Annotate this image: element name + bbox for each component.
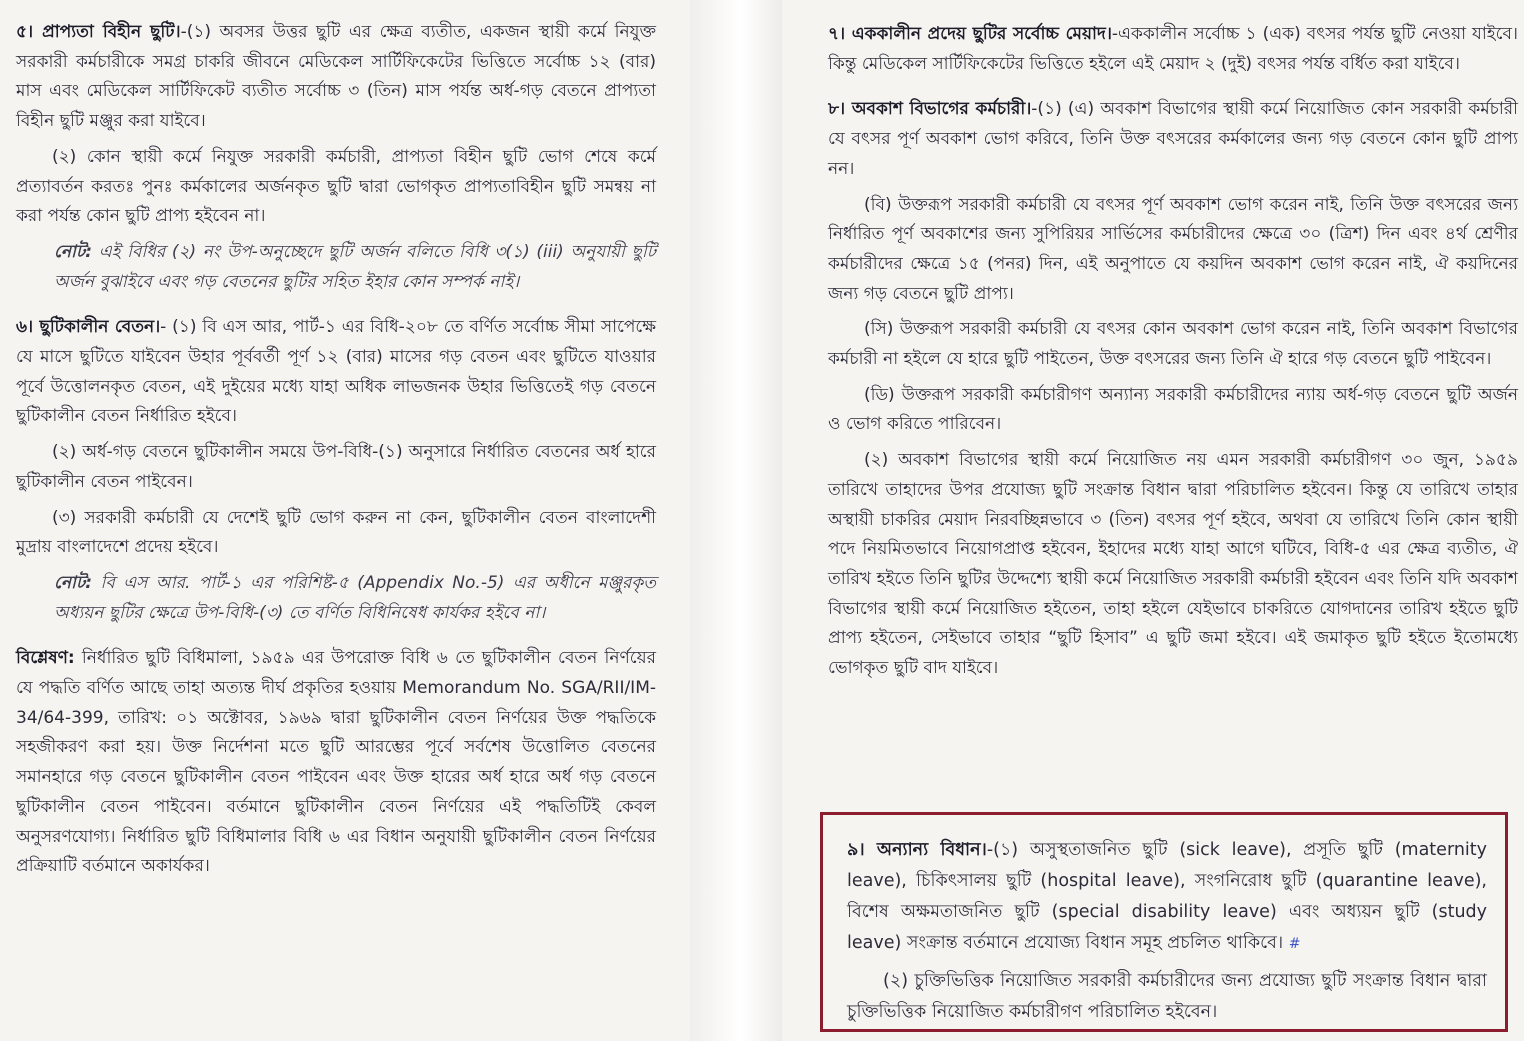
rule-5-paragraph-1 xyxy=(16,18,656,137)
rule-6-note-label: নোট: xyxy=(54,572,93,593)
rule-9-title: ৯। অন্যান্য বিধান। xyxy=(847,840,987,860)
rule-5-note xyxy=(54,238,656,297)
rule-7-title: ৭। এককালীন প্রদেয় ছুটির সর্বোচ্চ মেয়াদ। xyxy=(828,24,1112,44)
analysis-text: নির্ধারিত ছুটি বিধিমালা, ১৯৫৯ এর উপরোক্ত বিধি ৬ তে ছুটিকালীন বেতন নির্ণয়ের যে পদ্ধতি বর্ণিত আছে তাহা অত্যন্ত দীর্ঘ প্রকৃতির হওয়ায় Memorandum No. SGA/RII/IM-34/64-399, তারিখ: ০১ অক্টোবর, ১৯৬৯ দ্বারা ছুটিকালীন বেতন নির্ণয়ের উক্ত পদ্ধতিকে সহজীকরণ করা হয়। উক্ত নির্দেশনা মতে ছুটি আরম্ভের পূর্বে সর্বশেষ উত্তোলিত বেতনের সমানহারে গড় বেতনে ছুটিকালীন বেতন পাইবেন এবং উক্ত হারের অর্ধ হারে অর্ধ গড় বেতনে ছুটিকালীন বেতন পাইবেন। বর্তমানে ছুটিকালীন বেতন নির্ণয়ের এই পদ্ধতিটিই কেবল অনুসরণযোগ্য। নির্ধারিত ছুটি বিধিমালার বিধি ৬ এর বিধান অনুযায়ী ছুটিকালীন বেতন নির্ণয়ের প্রক্রিয়াটি বর্তমানে অকার্যকর। xyxy=(16,648,656,877)
rule-8-title: ৮। অবকাশ বিভাগের কর্মচারী। xyxy=(828,99,1032,120)
left-page-content xyxy=(16,18,656,888)
rule-9-content xyxy=(847,835,1487,1034)
rule-6-text-1: - (১) বি এস আর, পার্ট-১ এর বিধি-২০৮ তে বর্ণিত সর্বোচ্চ সীমা সাপেক্ষে যে মাসে ছুটিতে যাইবেন উহার পূর্ববর্তী পূর্ণ ১২ (বার) মাসের গড় বেতন এবং ছুটিতে যাওয়ার পূর্বে উত্তোলনকৃত বেতন, এই দুইয়ের মধ্যে যাহা অধিক লাভজনক উহার ভিত্তিতেই গড় বেতনে ছুটিকালীন বেতন নির্ধারিত হইবে। xyxy=(16,317,656,427)
rule-9-text-1: -(১) অসুস্থতাজনিত ছুটি (sick leave), প্রসূতি ছুটি (maternity leave), চিকিৎসালয় ছুটি (hospital leave), সংগনিরোধ ছুটি (quarantine leave), বিশেষ অক্ষমতাজনিত ছুটি (special disability leave) এবং অধ্যয়ন ছুটি (study leave) সংক্রান্ত বর্তমানে প্রযোজ্য বিধান সমূহ প্রচলিত থাকিবে। xyxy=(847,840,1487,953)
rule-6-note-text: বি এস আর. পার্ট-১ এর পরিশিষ্ট-৫ (Appendix No.-5) এর অধীনে মঞ্জুরকৃত অধ্যয়ন ছুটির ক্ষেত্রে উপ-বিধি-(৩) তে বর্ণিত বিধিনিষেধ কার্যকর হইবে না। xyxy=(54,572,656,623)
rule-5-title: ৫। প্রাপ্যতা বিহীন ছুটি। xyxy=(16,22,181,42)
left-page xyxy=(0,0,690,1041)
rule-6-paragraph-3: (৩) সরকারী কর্মচারী যে দেশেই ছুটি ভোগ করুন না কেন, ছুটিকালীন বেতন বাংলাদেশী মুদ্রায় বাংলাদেশে প্রদেয় হইবে। xyxy=(16,507,656,558)
rule-8-paragraph-1 xyxy=(828,95,1518,184)
rule-7-paragraph xyxy=(828,20,1518,79)
rule-5-text-1: -(১) অবসর উত্তর ছুটি এর ক্ষেত্র ব্যতীত, একজন স্থায়ী কর্মে নিযুক্ত সরকারী কর্মচারীকে সমগ্র চাকরি জীবনে মেডিকেল সার্টিফিকেটের ভিত্তিতে সর্বোচ্চ ১২ (বার) মাস এবং মেডিকেল সার্টিফিকেট ব্যতীত সর্বোচ্চ ৩ (তিন) মাস পর্যন্ত অর্ধ-গড় বেতনে প্রাপ্যতা বিহীন ছুটি মঞ্জুর করা যাইবে। xyxy=(16,22,656,132)
book-gutter xyxy=(690,0,782,1041)
analysis-label: বিশ্লেষণ: xyxy=(16,648,75,669)
rule-8-paragraph-d: (ডি) উক্তরূপ সরকারী কর্মচারীগণ অন্যান্য সরকারী কর্মচারীদের ন্যায় অর্ধ-গড় বেতনে ছুটি অর্জন ও ভোগ করিতে পারিবেন। xyxy=(828,384,1518,435)
highlight-frame-rule-9 xyxy=(820,812,1508,1032)
rule-5-note-label: নোট: xyxy=(54,241,93,262)
rule-6-paragraph-1 xyxy=(16,313,656,432)
rule-8-paragraph-b: (বি) উক্তরূপ সরকারী কর্মচারী যে বৎসর পূর্ণ অবকাশ ভোগ করেন নাই, তিনি উক্ত বৎসরের জন্য নির্ধারিত পূর্ণ অবকাশের জন্য সুপিরিয়র সার্ভিসের কর্মচারীদের ক্ষেত্রে ৩০ (ত্রিশ) দিন এবং ৪র্থ শ্রেণীর কর্মচারীদের ক্ষেত্রে ১৫ (পনর) দিন, এই অনুপাতে যে কয়দিন অবকাশ ভোগ করেন নাই, ঐ কয়দিনের জন্য গড় বেতনে ছুটি প্রাপ্য। xyxy=(828,194,1518,304)
right-page-content xyxy=(828,20,1518,690)
rule-6-title: ৬। ছুটিকালীন বেতন। xyxy=(16,317,161,338)
hash-mark: # xyxy=(1288,936,1301,952)
rule-9-paragraph-2: (২) চুক্তিভিত্তিক নিয়োজিত সরকারী কর্মচারীদের জন্য প্রযোজ্য ছুটি সংক্রান্ত বিধান দ্বারা চুক্তিভিত্তিক নিয়োজিত কর্মচারীগণ পরিচালিত হইবেন। xyxy=(847,971,1487,1022)
rule-5-paragraph-2: (২) কোন স্থায়ী কর্মে নিযুক্ত সরকারী কর্মচারী, প্রাপ্যতা বিহীন ছুটি ভোগ শেষে কর্মে প্রত্যাবর্তন করতঃ পুনঃ কর্মকালের অর্জনকৃত ছুটি দ্বারা ভোগকৃত প্রাপ্যতাবিহীন ছুটি সমন্বয় না করা পর্যন্ত কোন ছুটি প্রাপ্য হইবেন না। xyxy=(16,146,656,227)
rule-7-text: -এককালীন সর্বোচ্চ ১ (এক) বৎসর পর্যন্ত ছুটি নেওয়া যাইবে। কিন্তু মেডিকেল সার্টিফিকেটের ভিত্তিতে হইলে এই মেয়াদ ২ (দুই) বৎসর পর্যন্ত বর্ধিত করা যাইবে। xyxy=(828,24,1518,74)
rule-6-paragraph-2: (২) অর্ধ-গড় বেতনে ছুটিকালীন সময়ে উপ-বিধি-(১) অনুসারে নির্ধারিত বেতনের অর্ধ হারে ছুটিকালীন বেতন পাইবেন। xyxy=(16,442,656,492)
rule-5-note-text: এই বিধির (২) নং উপ-অনুচ্ছেদে ছুটি অর্জন বলিতে বিধি ৩(১) (iii) অনুযায়ী ছুটি অর্জন বুঝাইবে এবং গড় বেতনের ছুটির সহিত ইহার কোন সম্পর্ক নাই। xyxy=(54,241,656,292)
rule-8-paragraph-c: (সি) উক্তরূপ সরকারী কর্মচারী যে বৎসর কোন অবকাশ ভোগ করেন নাই, তিনি অবকাশ বিভাগের কর্মচারী না হইলে যে হারে ছুটি পাইতেন, উক্ত বৎসরের জন্য তিনি ঐ হারে গড় বেতনে ছুটি পাইবেন। xyxy=(828,319,1518,370)
rule-8-text-1: -(১) (এ) অবকাশ বিভাগের স্থায়ী কর্মে নিয়োজিত কোন সরকারী কর্মচারী যে বৎসর পূর্ণ অবকাশ ভোগ করিবে, তিনি উক্ত বৎসরের কর্মকালের জন্য গড় বেতনে কোন ছুটি প্রাপ্য নন। xyxy=(828,99,1518,179)
analysis-paragraph xyxy=(16,644,656,882)
rule-6-note xyxy=(54,569,656,628)
rule-9-paragraph-1 xyxy=(847,835,1487,960)
rule-8-paragraph-2: (২) অবকাশ বিভাগের স্থায়ী কর্মে নিয়োজিত নয় এমন সরকারী কর্মচারীগণ ৩০ জুন, ১৯৫৯ তারিখে তাহাদের উপর প্রযোজ্য ছুটি সংক্রান্ত বিধান দ্বারা পরিচালিত হইবেন। কিন্তু যে তারিখে তাহার অস্থায়ী চাকরির মেয়াদ নিরবচ্ছিন্নভাবে ৩ (তিন) বৎসর পূর্ণ হইবে, অথবা যে তারিখে তিনি কোন স্থায়ী পদে নিয়মিতভাবে নিয়োগপ্রাপ্ত হইবেন, ইহাদের মধ্যে যাহা আগে ঘটিবে, বিধি-৫ এর ক্ষেত্র ব্যতীত, ঐ তারিখ হইতে তিনি ছুটির উদ্দেশ্যে স্থায়ী কর্মে নিয়োজিত সরকারী কর্মচারী হইবেন এবং তিনি যদি অবকাশ বিভাগের স্থায়ী কর্মে নিয়োজিত হইতেন, তাহা হইলে যেইভাবে চাকরিতে যোগদানের তারিখ হইতে ছুটি প্রাপ্য হইতেন, সেইভাবে তাহার “ছুটি হিসাব” এ ছুটি জমা হইবে। এই জমাকৃত ছুটি হইতে ইতোমধ্যে ভোগকৃত ছুটি বাদ যাইবে। xyxy=(828,450,1518,679)
